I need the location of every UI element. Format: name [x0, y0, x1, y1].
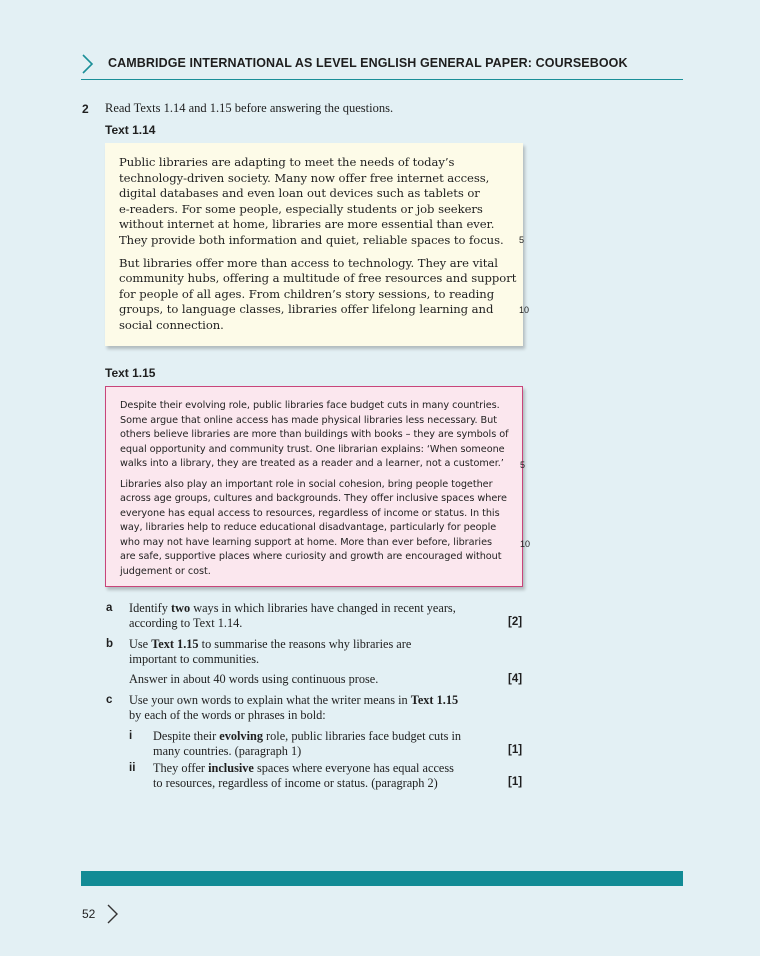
text-line: technology-driven society. Many now offer free internet access,	[119, 170, 490, 185]
text-line: groups, to language classes, libraries offer lifelong learning and	[119, 302, 494, 317]
footer-bar	[81, 871, 683, 886]
text-run: Use	[129, 637, 152, 651]
text-line: across age groups, cultures and backgrounds. They offer inclusive spaces where	[120, 493, 507, 504]
part-a-text	[129, 601, 456, 630]
text-114-label: Text 1.14	[105, 123, 156, 137]
book-title: CAMBRIDGE INTERNATIONAL AS LEVEL ENGLISH GENERAL PAPER: COURSEBOOK	[108, 56, 628, 70]
text-run: according to Text 1.14.	[129, 615, 243, 630]
bold-term: Text 1.15	[151, 637, 199, 651]
text-line: without internet at home, libraries are more essential than ever.	[119, 217, 495, 232]
chevron-right-icon	[106, 904, 120, 924]
text-line: Libraries also play an important role in social cohesion, bring people together	[120, 478, 493, 490]
text-run: to summarise the reasons why libraries are	[198, 637, 412, 651]
text-line: equal opportunity and community trust. One librarian explains: ‘When someone	[120, 443, 505, 455]
line-number: 10	[520, 538, 530, 549]
page-number: 52	[82, 907, 96, 921]
marks-badge: [1]	[508, 776, 523, 788]
part-c-ii-text	[153, 761, 454, 790]
line-number: 5	[520, 460, 525, 470]
text-run: Answer in about 40 words using continuous prose.	[129, 672, 379, 686]
bold-term: Text 1.15	[410, 693, 459, 707]
text-114-box	[105, 143, 529, 346]
bold-term: evolving	[219, 729, 263, 743]
text-line: Despite their evolving role, public libraries face budget cuts in many countries.	[120, 400, 500, 411]
text-run: Identify	[129, 601, 172, 615]
text-run: spaces where everyone has equal access	[253, 761, 454, 775]
text-line: walks into a library, they are treated as a reader and a learner, not a customer.’	[120, 458, 504, 469]
text-run: by each of the words or phrases in bold:	[129, 707, 326, 722]
marks-badge: [1]	[508, 744, 523, 756]
text-115-box	[105, 386, 530, 587]
text-line: community hubs, offering a multitude of free resources and support	[119, 271, 517, 286]
bold-term: two	[171, 601, 191, 615]
line-number: 10	[519, 304, 529, 315]
line-number: 5	[519, 235, 524, 245]
text-line: way, libraries help to reduce educational disadvantage, particularly for people	[120, 522, 497, 533]
marks-badge: [2]	[508, 616, 523, 628]
text-line: for people of all ages. From children’s story sessions, to reading	[119, 286, 495, 301]
part-a-letter: a	[106, 602, 113, 614]
text-line: e-readers. For some people, especially students or job seekers	[119, 201, 483, 216]
chevron-right-icon	[81, 54, 95, 74]
text-115-paragraph-1	[120, 399, 525, 472]
text-run: to resources, regardless of income or status. (paragraph 2)	[153, 775, 438, 790]
text-line: Public libraries are adapting to meet the needs of today’s	[119, 155, 455, 169]
text-114-paragraph-1	[119, 155, 524, 249]
text-run: Use your own words to explain what the writer means in	[129, 693, 411, 707]
text-run: They offer	[153, 761, 209, 775]
part-b-letter: b	[106, 638, 114, 650]
part-c-i-text	[153, 729, 461, 758]
question-intro: Read Texts 1.14 and 1.15 before answering the questions.	[105, 101, 394, 115]
text-line: judgement or cost.	[120, 565, 211, 577]
running-header	[81, 52, 683, 80]
part-c-ii-numeral: ii	[129, 762, 136, 774]
marks-badge: [4]	[508, 673, 523, 685]
text-run: Despite their	[153, 729, 220, 743]
text-line: are safe, supportive places where curiosity and growth are encouraged without	[120, 551, 502, 562]
part-c-i-numeral: i	[129, 730, 133, 742]
question-number: 2	[82, 102, 89, 116]
text-line: who may not have learning support at home. More than ever before, libraries	[120, 536, 492, 548]
text-line: They provide both information and quiet, reliable spaces to focus.	[119, 232, 504, 247]
text-114-paragraph-2	[119, 255, 529, 334]
part-b-instruction	[129, 672, 378, 687]
text-line: Some argue that online access has made physical libraries less necessary. But	[120, 414, 497, 426]
text-115-paragraph-2	[120, 478, 530, 580]
text-line: But libraries offer more than access to technology. They are vital	[119, 255, 498, 270]
text-115-label: Text 1.15	[105, 366, 156, 380]
part-c-text	[129, 693, 458, 722]
text-line: others believe libraries are more than buildings with books – they are symbols of	[120, 429, 509, 440]
part-c-letter: c	[106, 694, 113, 706]
text-line: digital databases and even loan out devices such as tablets or	[119, 186, 480, 201]
text-line: everyone has equal access to resources, regardless of income or status. In this	[120, 507, 500, 519]
bold-term: inclusive	[208, 761, 254, 775]
text-run: important to communities.	[129, 651, 260, 666]
text-run: role, public libraries face budget cuts in	[262, 729, 462, 743]
part-b-text	[129, 637, 411, 666]
text-run: many countries. (paragraph 1)	[153, 743, 302, 758]
text-line: social connection.	[119, 317, 224, 332]
text-run: ways in which libraries have changed in recent years,	[190, 601, 456, 615]
